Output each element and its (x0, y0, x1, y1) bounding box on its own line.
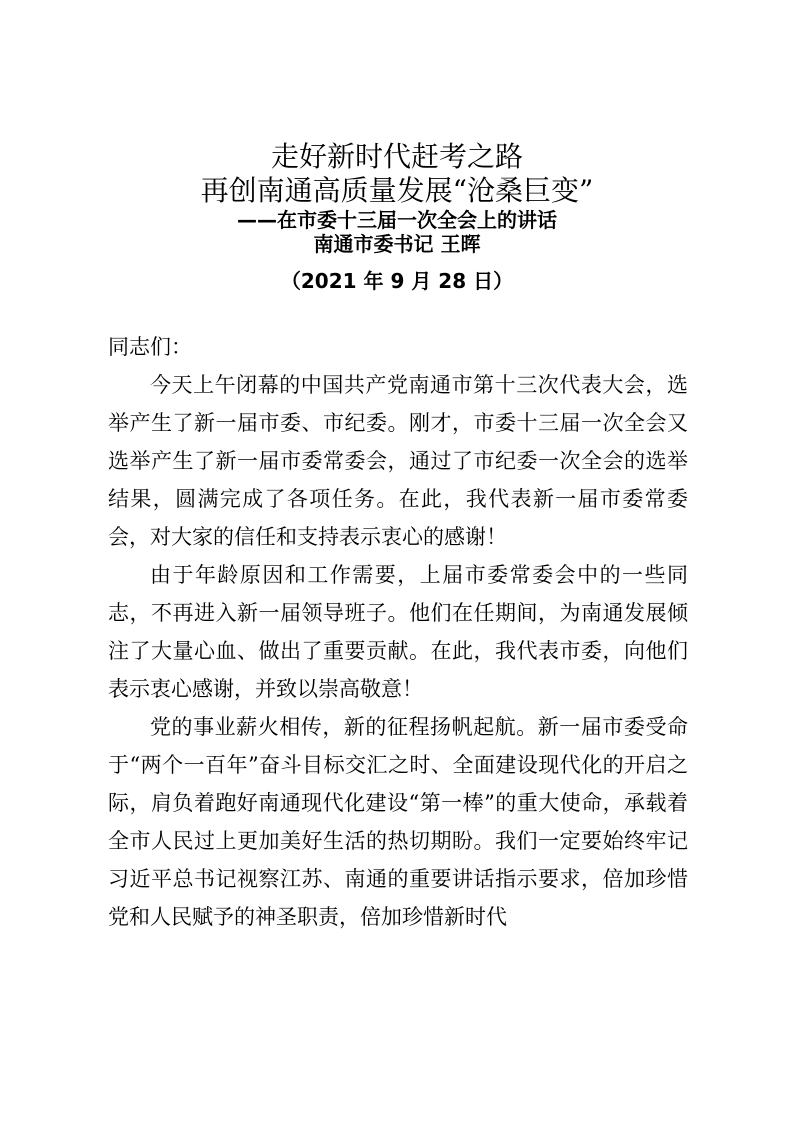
main-title-line-1: 走好新时代赶考之路 (270, 140, 523, 173)
paragraph-2: 由于年龄原因和工作需要，上届市委常委会中的一些同志，不再进入新一届领导班子。他们在任期间，为南通发展倾注了大量心血、做出了重要贡献。在此，我代表市委，向他们表示衷心感谢，并致以崇高敬意！ (108, 563, 688, 701)
title-block (0, 140, 794, 294)
main-title-line-2: 再创南通高质量发展“沧桑巨变” (200, 174, 594, 207)
author: 南通市委书记 王晖 (313, 232, 481, 256)
speech-body (108, 328, 688, 936)
salutation: 同志们： (108, 335, 192, 359)
paragraph-1: 今天上午闭幕的中国共产党南通市第十三次代表大会，选举产生了新一届市委、市纪委。刚才，市委十三届一次全会又选举产生了新一届市委常委会，通过了市纪委一次全会的选举结果，圆满完成了各项任务。在此，我代表新一届市委常委会，对大家的信任和支持表示衷心的感谢！ (108, 373, 688, 549)
subtitle: ——在市委十三届一次全会上的讲话 (237, 208, 557, 232)
date: （2021 年 9 月 28 日） (280, 269, 514, 293)
paragraph-3: 党的事业薪火相传，新的征程扬帆起航。新一届市委受命于“两个一百年”奋斗目标交汇之时、全面建设现代化的开启之际，肩负着跑好南通现代化建设“第一棒”的重大使命，承载着全市人民过上更加美好生活的热切期盼。我们一定要始终牢记习近平总书记视察江苏、南通的重要讲话指示要求，倍加珍惜党和人民赋予的神圣职责，倍加珍惜新时代 (108, 715, 688, 929)
